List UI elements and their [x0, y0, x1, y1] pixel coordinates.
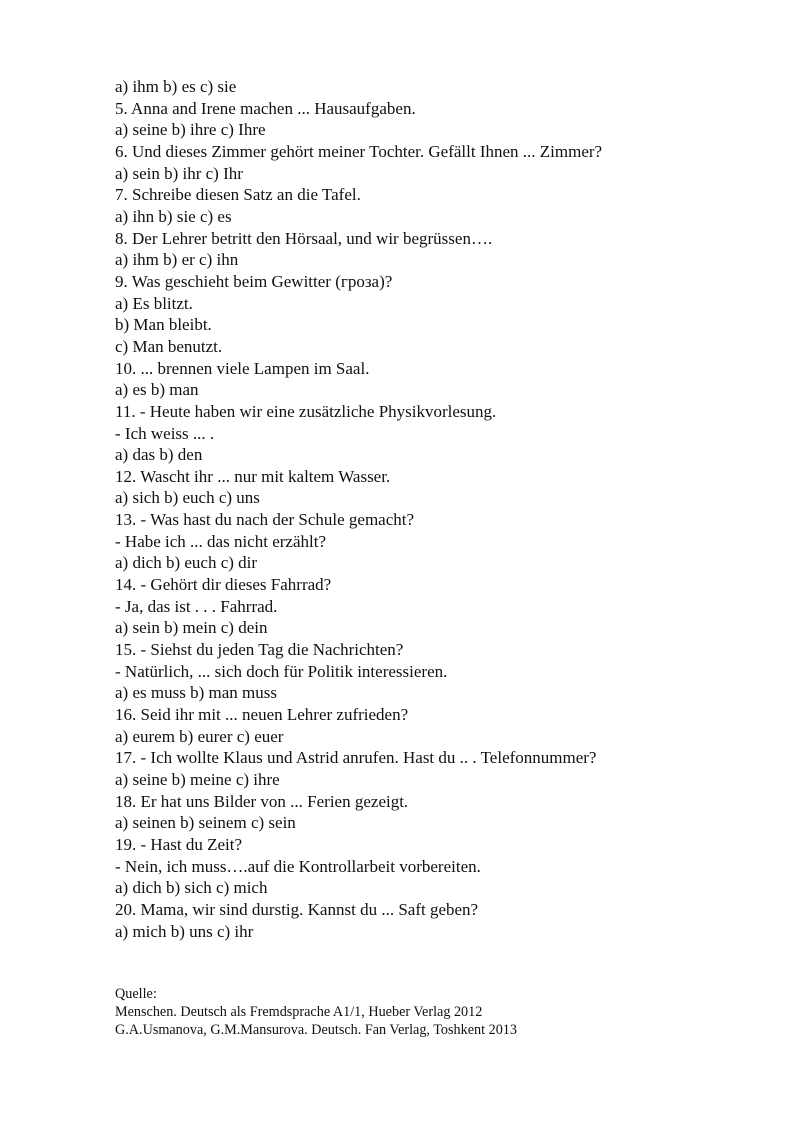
exercise-line: a) ihm b) er c) ihn	[115, 250, 239, 270]
exercise-line: a) eurem b) eurer c) euer	[115, 726, 284, 746]
exercise-line: - Nein, ich muss….auf die Kontrollarbeit vorbereiten.	[115, 856, 481, 876]
exercise-line: - Ich weiss ... .	[115, 423, 215, 443]
exercise-line: a) es muss b) man muss	[115, 683, 277, 703]
exercise-line: b) Man bleibt.	[115, 315, 212, 335]
exercise-line: 10. ... brennen viele Lampen im Saal.	[115, 358, 370, 378]
exercise-line: 8. Der Lehrer betritt den Hörsaal, und wir begrüssen….	[115, 228, 493, 248]
exercise-line: 20. Mama, wir sind durstig. Kannst du ... Saft geben?	[115, 899, 479, 919]
exercise-line: - Habe ich ... das nicht erzählt?	[115, 531, 326, 551]
exercise-line: a) das b) den	[115, 445, 203, 465]
exercise-line: a) mich b) uns c) ihr	[115, 921, 254, 941]
exercise-line: a) ihm b) es c) sie	[115, 77, 237, 96]
exercise-line: 19. - Hast du Zeit?	[115, 834, 242, 854]
exercise-line: 7. Schreibe diesen Satz an die Tafel.	[115, 185, 361, 205]
exercise-line: 6. Und dieses Zimmer gehört meiner Tochter. Gefällt Ihnen ... Zimmer?	[115, 141, 603, 161]
exercise-line: a) dich b) sich c) mich	[115, 878, 268, 898]
exercise-line: 13. - Was hast du nach der Schule gemacht?	[115, 510, 415, 530]
exercise-line: a) Es blitzt.	[115, 293, 193, 313]
exercise-line: 14. - Gehört dir dieses Fahrrad?	[115, 575, 332, 595]
exercise-line: - Ja, das ist . . . Fahrrad.	[115, 596, 278, 616]
exercise-line: 12. Wascht ihr ... nur mit kaltem Wasser.	[115, 466, 391, 486]
exercise-line: a) seine b) ihre c) Ihre	[115, 120, 266, 140]
source-reference: G.A.Usmanova, G.M.Mansurova. Deutsch. Fan Verlag, Toshkent 2013	[115, 1022, 517, 1039]
exercise-line: 9. Was geschieht beim Gewitter (гроза)?	[115, 271, 393, 291]
exercise-line: a) sich b) euch c) uns	[115, 488, 260, 508]
exercise-line: a) dich b) euch c) dir	[115, 553, 258, 573]
exercise-line: 15. - Siehst du jeden Tag die Nachrichten?	[115, 640, 404, 660]
exercise-line: - Natürlich, ... sich doch für Politik interessieren.	[115, 661, 448, 681]
exercise-line: a) es b) man	[115, 380, 199, 400]
source-section	[115, 985, 775, 1040]
exercise-line: a) sein b) ihr c) Ihr	[115, 163, 243, 183]
exercise-line: 16. Seid ihr mit ... neuen Lehrer zufrieden?	[115, 705, 409, 725]
source-reference: Menschen. Deutsch als Fremdsprache A1/1, Hueber Verlag 2012	[115, 1004, 483, 1021]
exercise-line: 18. Er hat uns Bilder von ... Ferien gezeigt.	[115, 791, 409, 811]
exercise-line: c) Man benutzt.	[115, 336, 223, 356]
exercise-line: a) sein b) mein c) dein	[115, 618, 268, 638]
source-heading: Quelle:	[115, 986, 157, 1002]
exercise-line: a) seinen b) seinem c) sein	[115, 813, 296, 833]
exercise-list	[115, 76, 775, 942]
exercise-line: 5. Anna and Irene machen ... Hausaufgaben.	[115, 98, 416, 118]
exercise-line: a) seine b) meine c) ihre	[115, 770, 280, 789]
exercise-line: a) ihn b) sie c) es	[115, 206, 232, 226]
exercise-line: 11. - Heute haben wir eine zusätzliche Physikvorlesung.	[115, 401, 497, 421]
exercise-line: 17. - Ich wollte Klaus und Astrid anrufen. Hast du .. . Telefonnummer?	[115, 748, 597, 768]
